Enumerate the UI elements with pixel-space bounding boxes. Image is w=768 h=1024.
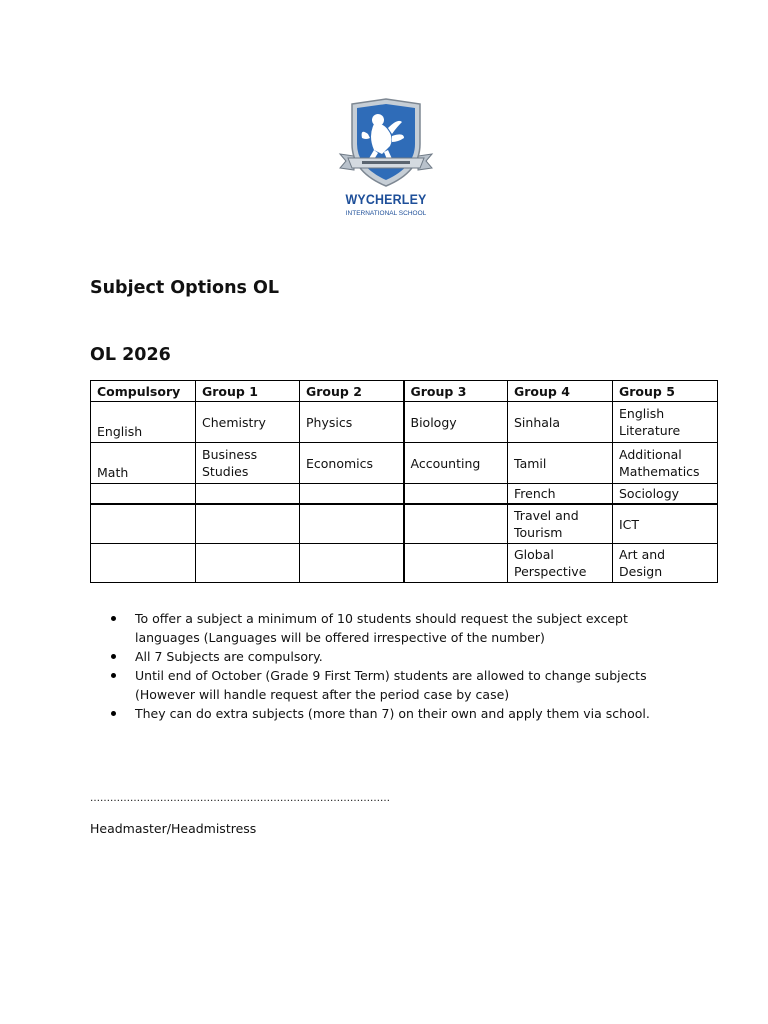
notes-list — [108, 609, 668, 723]
table-cell — [404, 504, 508, 544]
table-cell: Travel and Tourism — [508, 504, 613, 544]
section-title: OL 2026 — [90, 345, 171, 365]
table-cell: Biology — [404, 402, 508, 443]
table-cell — [404, 544, 508, 583]
note-text: They can do extra subjects (more than 7) on their own and apply them via school. — [135, 706, 650, 721]
header-cell-group-2: Group 2 — [300, 381, 404, 402]
table-cell: Economics — [300, 443, 404, 484]
table-row — [91, 443, 718, 484]
table-cell — [196, 484, 300, 505]
table-cell — [196, 544, 300, 583]
table-cell: Tamil — [508, 443, 613, 484]
table-cell: Sinhala — [508, 402, 613, 443]
table-cell: Global Perspective — [508, 544, 613, 583]
page-title: Subject Options OL — [90, 278, 280, 298]
school-crest-icon — [338, 98, 434, 190]
table-row — [91, 504, 718, 544]
table-cell — [300, 504, 404, 544]
signature-label: Headmaster/Headmistress — [90, 821, 257, 836]
header-cell-group-4: Group 4 — [508, 381, 613, 402]
note-text: To offer a subject a minimum of 10 students should request the subject except languages (Languages will be offered irrespective of the number) — [135, 611, 628, 645]
note-text: Until end of October (Grade 9 First Term) students are allowed to change subjects (However will handle request after the period case by case) — [135, 668, 647, 702]
table-cell — [91, 504, 196, 544]
table-cell: Math — [91, 443, 196, 484]
subject-options-table — [90, 380, 718, 583]
table-row — [91, 402, 718, 443]
header-cell-compulsory: Compulsory — [91, 381, 196, 402]
table-cell: Art and Design — [613, 544, 718, 583]
table-header-row — [91, 381, 718, 402]
list-item — [108, 704, 668, 723]
logo-school-subtitle: INTERNATIONAL SCHOOL — [345, 210, 427, 217]
table-cell: Physics — [300, 402, 404, 443]
table-cell: English — [91, 402, 196, 443]
bullet-icon — [111, 616, 116, 621]
signature-line: ……………………………………………………………………………… — [90, 793, 390, 804]
table-cell — [300, 544, 404, 583]
table-cell: Additional Mathematics — [613, 443, 718, 484]
table-cell: Business Studies — [196, 443, 300, 484]
table-cell: Chemistry — [196, 402, 300, 443]
list-item — [108, 666, 668, 704]
note-text: All 7 Subjects are compulsory. — [135, 649, 323, 664]
school-logo — [338, 98, 434, 226]
bullet-icon — [111, 654, 116, 659]
table-cell: Sociology — [613, 484, 718, 505]
table-cell: French — [508, 484, 613, 505]
header-cell-group-5: Group 5 — [613, 381, 718, 402]
bullet-icon — [111, 711, 116, 716]
table-cell — [404, 484, 508, 505]
table-cell — [300, 484, 404, 505]
logo-school-name: WYCHERLEY — [345, 192, 427, 207]
bullet-icon — [111, 673, 116, 678]
table-cell — [196, 504, 300, 544]
list-item — [108, 609, 668, 647]
table-cell — [91, 484, 196, 505]
table-cell: Accounting — [404, 443, 508, 484]
list-item — [108, 647, 668, 666]
table-cell: ICT — [613, 504, 718, 544]
table-row — [91, 544, 718, 583]
table-cell — [91, 544, 196, 583]
table-cell: English Literature — [613, 402, 718, 443]
header-cell-group-3: Group 3 — [404, 381, 508, 402]
header-cell-group-1: Group 1 — [196, 381, 300, 402]
table-row — [91, 484, 718, 505]
